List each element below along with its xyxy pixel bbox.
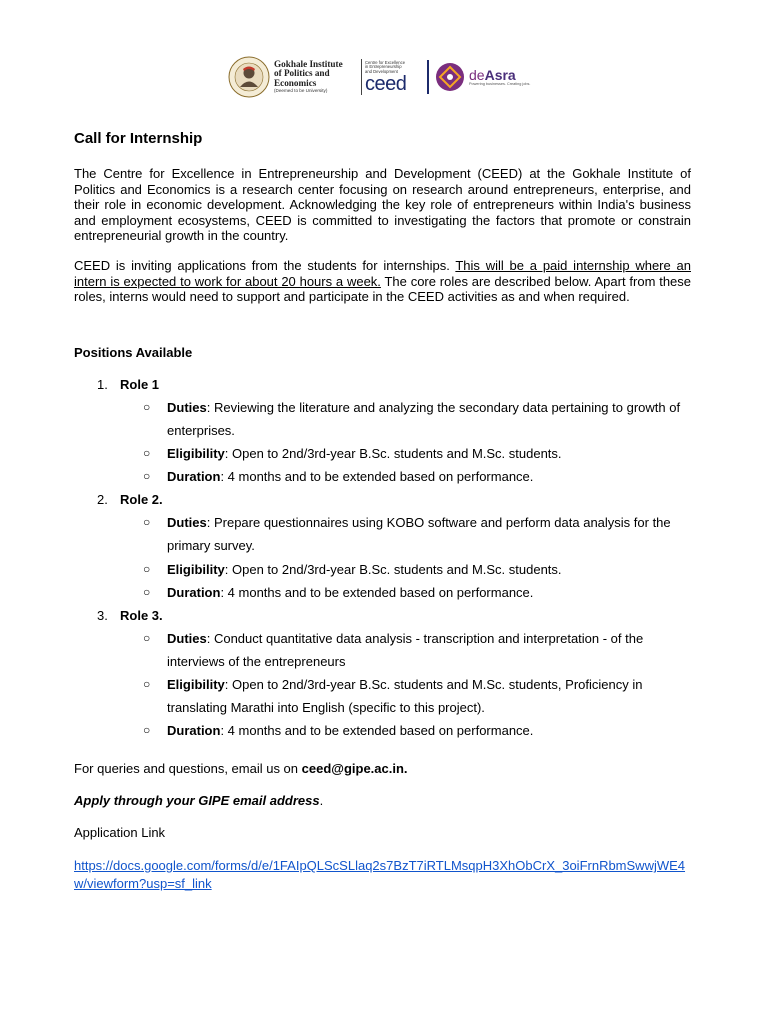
bullet-icon: ○ — [143, 677, 151, 691]
invite-paragraph — [74, 258, 691, 305]
bullet-icon: ○ — [143, 723, 151, 737]
role-label: Role 3. — [120, 608, 163, 623]
duration-text — [167, 581, 693, 604]
duration-value: : 4 months and to be extended based on performance. — [220, 469, 534, 484]
queries-line — [74, 761, 408, 777]
deasra-logo — [469, 68, 530, 87]
duties-label: Duties — [167, 515, 207, 530]
divider — [427, 60, 429, 94]
role-heading — [97, 492, 163, 508]
duration-value: : 4 months and to be extended based on performance. — [220, 723, 534, 738]
application-link-label: Application Link — [74, 825, 166, 840]
role-label: Role 2. — [120, 492, 163, 507]
invite-text: The core roles are described below. Apart from these roles, interns would need to support and participate in the CEED activities as and when required. — [74, 273, 692, 305]
bullet-icon: ○ — [143, 562, 151, 576]
list-item — [143, 442, 693, 465]
bullet-icon: ○ — [143, 400, 151, 414]
role-number: 2. — [97, 492, 108, 507]
ceed-small-line: in Entrepreneurship — [365, 64, 402, 70]
duties-value: : Reviewing the literature and analyzing the secondary data pertaining to growth of enterprises. — [167, 400, 681, 438]
list-item — [143, 627, 693, 673]
eligibility-label: Eligibility — [167, 562, 225, 577]
bullet-icon: ○ — [143, 446, 151, 460]
page-title: Call for Internship — [74, 130, 203, 147]
deasra-wordmark — [469, 68, 530, 82]
duties-label: Duties — [167, 400, 207, 415]
role-label: Role 1 — [120, 377, 160, 392]
role-heading — [97, 377, 159, 393]
divider — [361, 59, 362, 95]
application-link[interactable]: https://docs.google.com/forms/d/e/1FAIpQLScSLlaq2s7BzT7iRTLMsqpH3XhObCrX_3oiFrnRbmSwwjWE4w/viewform?usp=sf_link — [74, 858, 686, 891]
duration-text — [167, 719, 693, 742]
role-number: 3. — [97, 608, 108, 623]
queries-text: For queries and questions, email us on — [74, 761, 302, 776]
duration-label: Duration — [167, 723, 221, 738]
ceed-small-line: Centre for Excellence — [365, 59, 406, 65]
apply-instruction: Apply through your GIPE email address — [74, 793, 320, 808]
eligibility-value: : Open to 2nd/3rd-year B.Sc. students and M.Sc. students. — [224, 446, 562, 461]
ceed-small-line: and Development — [365, 68, 398, 74]
logo-header — [228, 56, 540, 98]
duties-value: : Prepare questionnaires using KOBO software and perform data analysis for the primary survey. — [167, 515, 671, 553]
bullet-icon: ○ — [143, 515, 151, 529]
positions-heading: Positions Available — [74, 345, 193, 360]
bullet-icon: ○ — [143, 631, 151, 645]
duties-value: : Conduct quantitative data analysis - transcription and interpretation - of the interviews of the entrepreneurs — [167, 631, 644, 669]
apply-line — [74, 793, 323, 809]
deasra-tagline: Powering businesses. Creating jobs. — [469, 81, 531, 86]
apply-period: . — [319, 793, 324, 808]
gipe-name-line: Economics — [274, 77, 317, 88]
list-item — [143, 511, 693, 557]
role-heading — [97, 608, 163, 624]
duration-text — [167, 465, 693, 488]
eligibility-value: : Open to 2nd/3rd-year B.Sc. students and M.Sc. students. — [224, 562, 562, 577]
invite-text: CEED is inviting applications from the students for internships. — [74, 258, 456, 273]
intro-paragraph: The Centre for Excellence in Entrepreneurship and Development (CEED) at the Gokhale Institute of Politics and Economics is a research center focusing on research around entrepreneurs, enterprise, and their role in economic development. Acknowledging the key role of entrepreneurs within India's business and employment ecosystems, CEED is committed to investigating the factors that promote or constrain entrepreneurial growth in the country. — [74, 166, 691, 244]
duties-label: Duties — [167, 631, 207, 646]
deasra-asra: Asra — [484, 66, 516, 83]
eligibility-text — [167, 558, 693, 581]
gipe-seal-logo — [228, 56, 270, 98]
duration-label: Duration — [167, 469, 221, 484]
gipe-name — [274, 60, 358, 95]
gipe-name-line: Gokhale Institute — [274, 58, 343, 69]
paid-internship-note: This will be a paid internship where an intern is expected to work for about 20 hours a week. — [74, 258, 691, 289]
eligibility-label: Eligibility — [167, 446, 225, 461]
list-item — [143, 396, 693, 442]
ceed-wordmark: ceed — [365, 73, 407, 96]
eligibility-value: : Open to 2nd/3rd-year B.Sc. students and M.Sc. students, Proficiency in translating Marathi into English (specific to this project). — [167, 677, 643, 715]
ceed-logo — [365, 61, 423, 94]
gipe-subtitle: (Deemed to be University) — [274, 88, 328, 94]
list-item — [143, 465, 693, 488]
deasra-de: de — [469, 66, 485, 83]
duties-text — [167, 511, 693, 557]
eligibility-label: Eligibility — [167, 677, 225, 692]
list-item — [143, 719, 693, 742]
duties-text — [167, 627, 693, 673]
contact-email[interactable]: ceed@gipe.ac.in. — [301, 761, 408, 776]
duration-value: : 4 months and to be extended based on performance. — [220, 585, 534, 600]
bullet-icon: ○ — [143, 585, 151, 599]
list-item — [143, 558, 693, 581]
eligibility-text — [167, 442, 693, 465]
gipe-name-line: of Politics and — [274, 68, 330, 79]
deasra-mark-icon — [435, 62, 465, 92]
bullet-icon: ○ — [143, 469, 151, 483]
eligibility-text — [167, 673, 693, 719]
list-item — [143, 673, 693, 719]
duties-text — [167, 396, 693, 442]
duration-label: Duration — [167, 585, 221, 600]
list-item — [143, 581, 693, 604]
role-number: 1. — [97, 377, 108, 392]
